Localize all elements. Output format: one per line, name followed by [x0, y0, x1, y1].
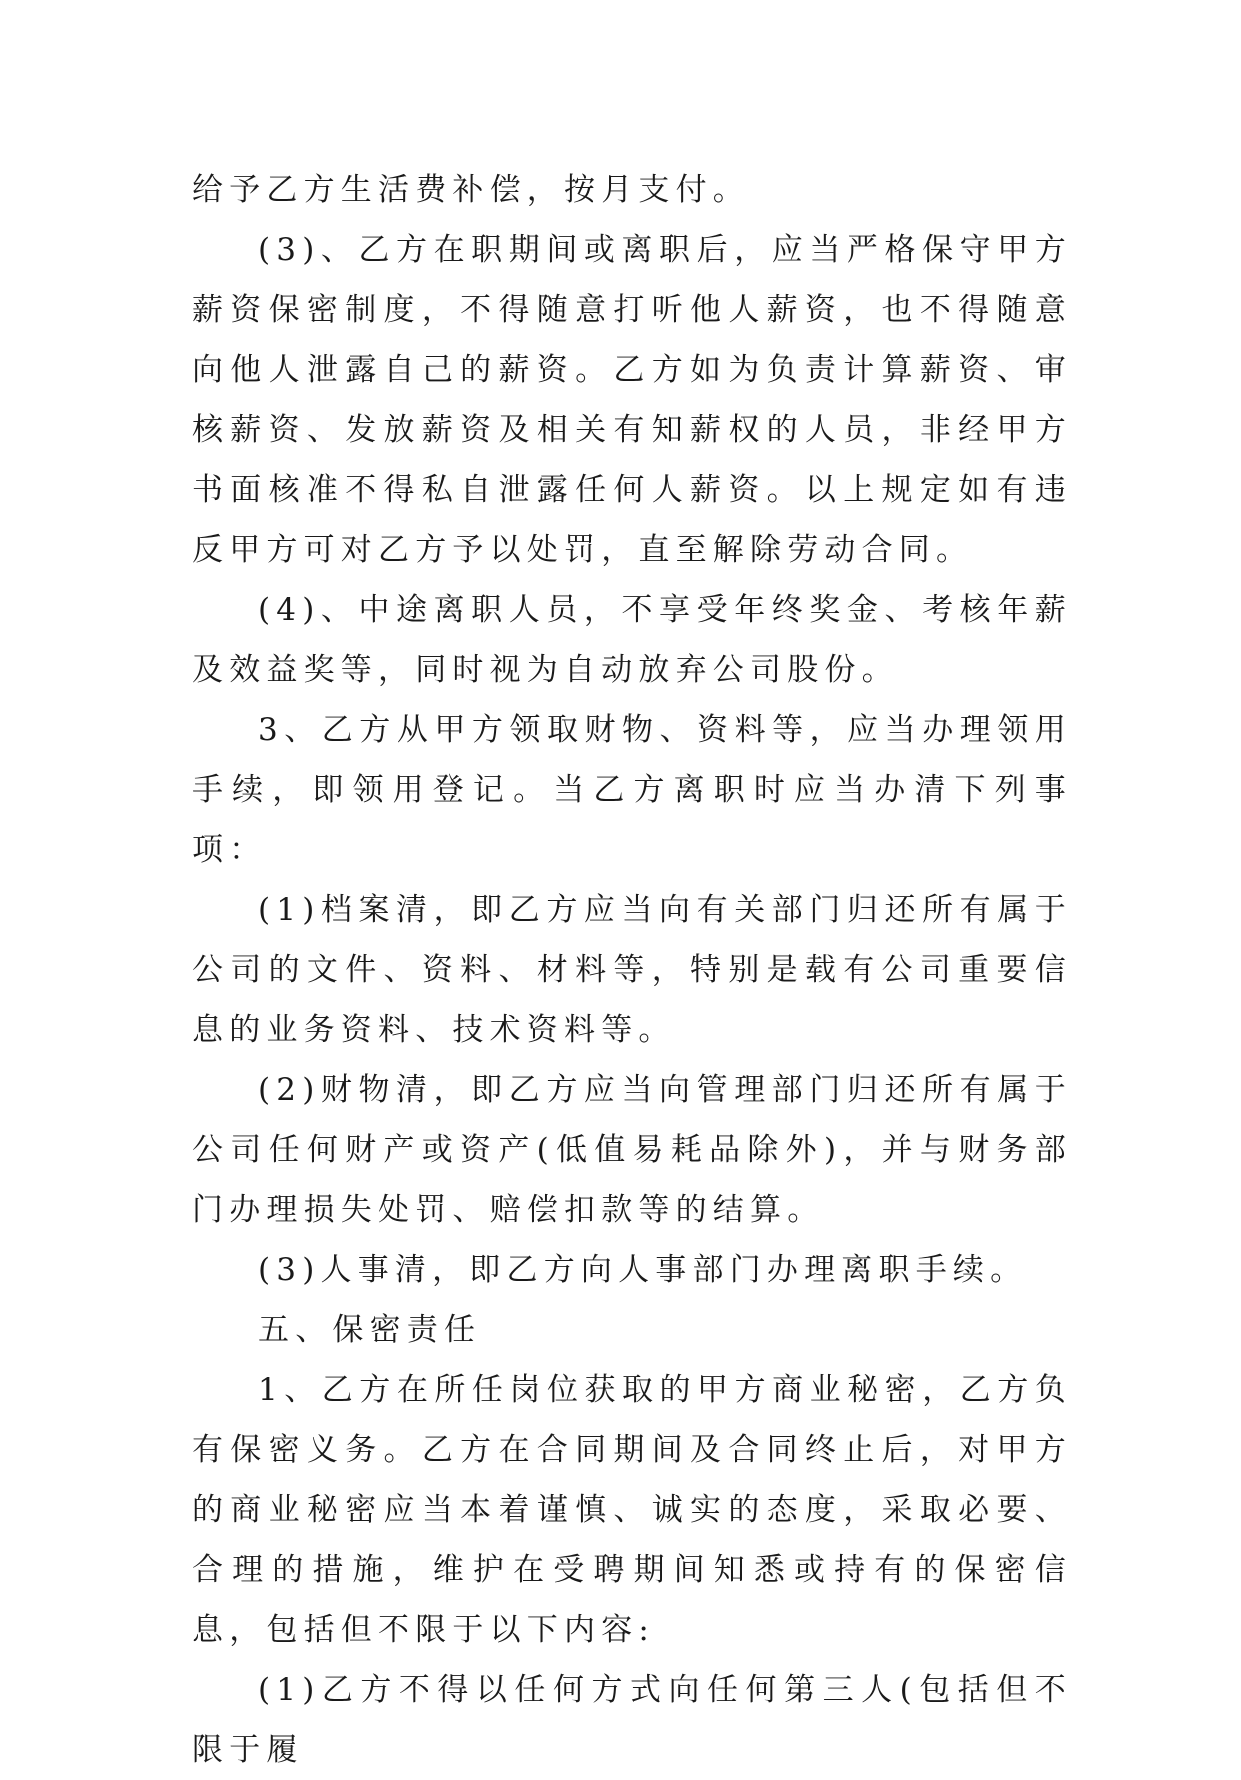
paragraph-trade-secret-duty: 1、乙方在所任岗位获取的甲方商业秘密，乙方负有保密义务。乙方在合同期间及合同终止后，对甲方的商业秘密应当本着谨慎、诚实的态度，采取必要、合理的措施，维护在受聘期间知悉或持有的保密信息，包括但不限于以下内容: [192, 1372, 1072, 1648]
paragraph-property-clearance: (2)财物清，即乙方应当向管理部门归还所有属于公司任何财产或资产(低值易耗品除外)，并与财务部门办理损失处罚、赔偿扣款等的结算。 [192, 1072, 1072, 1228]
paragraph-midway-resignation: (4)、中途离职人员，不享受年终奖金、考核年薪及效益奖等，同时视为自动放弃公司股份。 [192, 592, 1072, 688]
paragraph-archive-clearance: (1)档案清，即乙方应当向有关部门归还所有属于公司的文件、资料、材料等，特别是载有公司重要信息的业务资料、技术资料等。 [192, 892, 1072, 1048]
paragraph-third-party-disclosure: (1)乙方不得以任何方式向任何第三人(包括但不限于履 [192, 1672, 1072, 1768]
paragraph-property-handover: 3、乙方从甲方领取财物、资料等，应当办理领用手续，即领用登记。当乙方离职时应当办清下列事项： [192, 712, 1072, 868]
paragraph-salary-confidentiality: (3)、乙方在职期间或离职后，应当严格保守甲方薪资保密制度，不得随意打听他人薪资，也不得随意向他人泄露自己的薪资。乙方如为负责计算薪资、审核薪资、发放薪资及相关有知薪权的人员，非经甲方书面核准不得私自泄露任何人薪资。以上规定如有违反甲方可对乙方予以处罚，直至解除劳动合同。 [192, 232, 1072, 568]
document-body [192, 160, 1072, 1780]
paragraph-living-allowance: 给予乙方生活费补偿，按月支付。 [192, 172, 750, 208]
section-heading-confidentiality: 五、保密责任 [258, 1312, 482, 1348]
paragraph-personnel-clearance: (3)人事清，即乙方向人事部门办理离职手续。 [258, 1252, 1028, 1288]
